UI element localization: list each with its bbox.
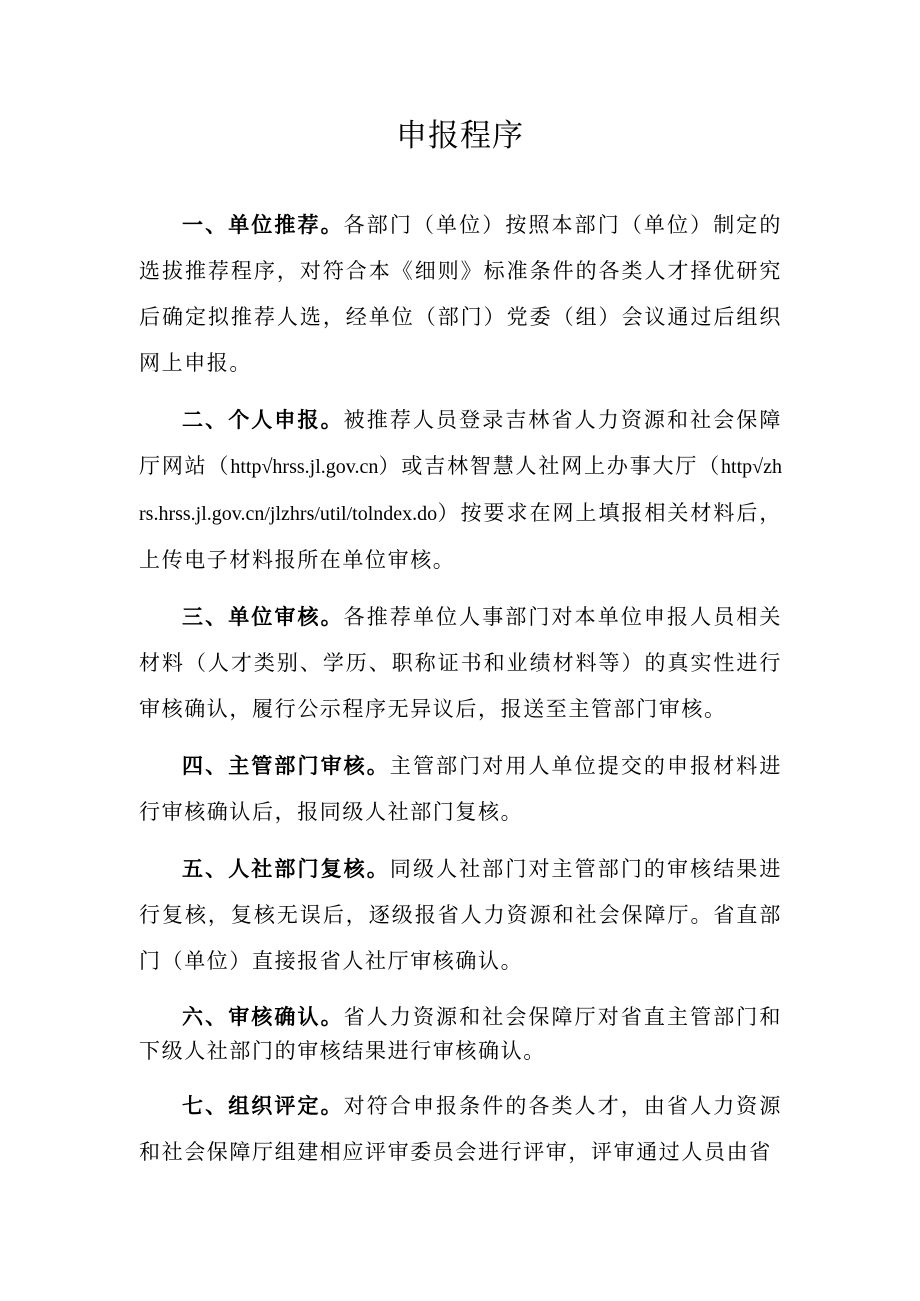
section-text: 对符合申报条件的各类人才，由省人力资源和社会保障厅组建相应评审委员会进行评审，评审通过人员由省 (139, 1094, 782, 1164)
section-text: 省人力资源和社会保障厅对省直主管部门和下级人社部门的审核结果进行审核确认。 (139, 1005, 782, 1063)
section-heading: 七、组织评定。 (182, 1094, 344, 1118)
section-heading: 二、个人申报。 (182, 408, 344, 432)
page-title: 申报程序 (396, 118, 524, 154)
section-heading: 五、人社部门复核。 (182, 857, 390, 881)
section-confirmation (139, 995, 782, 1068)
section-heading: 六、审核确认。 (182, 1005, 344, 1029)
section-text: 同级人社部门对主管部门的审核结果进行复核，复核无误后，逐级报省人力资源和社会保障厅。省直部门（单位）直接报省人社厅审核确认。 (139, 857, 783, 973)
section-personal-application (139, 397, 782, 583)
section-text: 被推荐人员登录吉林省人力资源和社会保障厅网站（ (139, 408, 782, 478)
hrss-website-link[interactable]: http√hrss.jl.gov.cn (230, 456, 379, 478)
section-text: 各部门（单位）按照本部门（单位）制定的选拔推荐程序，对符合本《细则》标准条件的各类人才择优研究后确定拟推荐人选，经单位（部门）党委（组）会议通过后组织网上申报。 (139, 213, 782, 375)
section-text: 各推荐单位人事部门对本单位申报人员相关材料（人才类别、学历、职称证书和业绩材料等）的真实性进行审核确认，履行公示程序无异议后，报送至主管部门审核。 (139, 605, 782, 721)
section-department-review (139, 743, 782, 835)
section-unit-review (139, 594, 782, 732)
section-heading: 三、单位审核。 (182, 605, 344, 629)
section-unit-recommendation (139, 202, 782, 386)
section-heading: 四、主管部门审核。 (182, 754, 390, 778)
section-text: ）或吉林智慧人社网上办事大厅（ (378, 454, 722, 478)
section-text: 主管部门对用人单位提交的申报材料进行审核确认后，报同级人社部门复核。 (139, 754, 783, 824)
section-text: ）按要求在网上填报相关材料后，上传电子材料报所在单位审核。 (139, 501, 782, 572)
section-hr-recheck (139, 846, 782, 984)
section-evaluation (139, 1083, 782, 1175)
document-body (139, 202, 782, 1186)
section-heading: 一、单位推荐。 (182, 213, 344, 237)
zhrs-service-hall-link[interactable]: http√zhrs.hrss.jl.gov.cn/jlzhrs/util/tolndex.do (139, 456, 782, 525)
